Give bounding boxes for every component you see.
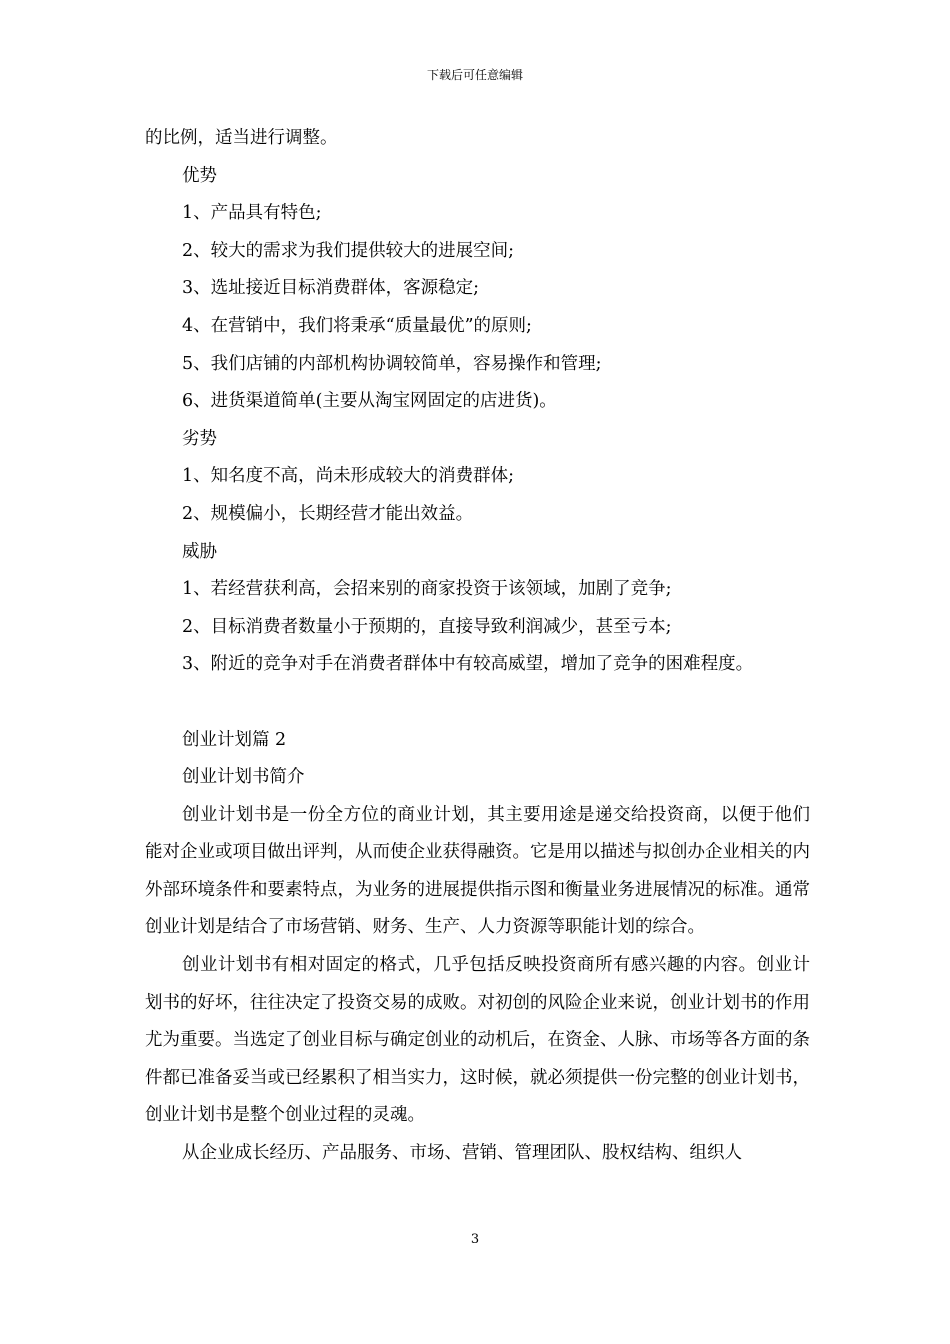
section-subtitle: 创业计划书简介 xyxy=(182,767,305,788)
list-item: 2、较大的需求为我们提供较大的进展空间; xyxy=(182,240,515,261)
list-item: 2、目标消费者数量小于预期的，直接导致利润减少，甚至亏本; xyxy=(182,616,672,637)
list-item: 1、若经营获利高，会招来别的商家投资于该领域，加剧了竞争; xyxy=(182,579,672,600)
list-item: 1、知名度不高，尚未形成较大的消费群体; xyxy=(182,466,515,487)
body-paragraph: 创业计划书有相对固定的格式，几乎包括反映投资商所有感兴趣的内容。创业计划书的好坏，往往决定了投资交易的成败。对初创的风险企业来说，创业计划书的作用尤为重要。当选定了创业目标与确定创业的动机后，在资金、人脉、市场等各方面的条件都已准备妥当或已经累积了相当实力，这时候，就必须提供一份完整的创业计划书，创业计划书是整个创业过程的灵魂。 xyxy=(145,955,810,1126)
heading-threats: 威胁 xyxy=(182,541,217,562)
list-item: 1、产品具有特色; xyxy=(182,203,322,224)
list-item: 6、进货渠道简单(主要从淘宝网固定的店进货)。 xyxy=(182,391,557,412)
body-paragraph: 从企业成长经历、产品服务、市场、营销、管理团队、股权结构、组织人 xyxy=(182,1143,742,1164)
page-number: 3 xyxy=(470,1232,480,1247)
page-header: 下载后可任意编辑 xyxy=(426,68,523,82)
list-item: 3、附近的竞争对手在消费者群体中有较高威望，增加了竞争的困难程度。 xyxy=(182,654,754,675)
section-title: 创业计划篇 2 xyxy=(182,729,287,750)
document-body xyxy=(145,120,810,1173)
list-item: 4、在营销中，我们将秉承“质量最优”的原则; xyxy=(182,315,532,336)
blank-line xyxy=(145,684,810,722)
heading-weaknesses: 劣势 xyxy=(182,428,217,449)
text-line: 的比例，适当进行调整。 xyxy=(145,128,338,148)
list-item: 2、规模偏小，长期经营才能出效益。 xyxy=(182,503,474,524)
list-item: 5、我们店铺的内部机构协调较简单，容易操作和管理; xyxy=(182,353,602,374)
body-paragraph: 创业计划书是一份全方位的商业计划，其主要用途是递交给投资商，以便于他们能对企业或项目做出评判，从而使企业获得融资。它是用以描述与拟创办企业相关的内外部环境条件和要素特点，为业务的进展提供指示图和衡量业务进展情况的标准。通常创业计划是结合了市场营销、财务、生产、人力资源等职能计划的综合。 xyxy=(145,804,810,938)
list-item: 3、选址接近目标消费群体，客源稳定; xyxy=(182,278,480,299)
heading-strengths: 优势 xyxy=(182,165,217,186)
